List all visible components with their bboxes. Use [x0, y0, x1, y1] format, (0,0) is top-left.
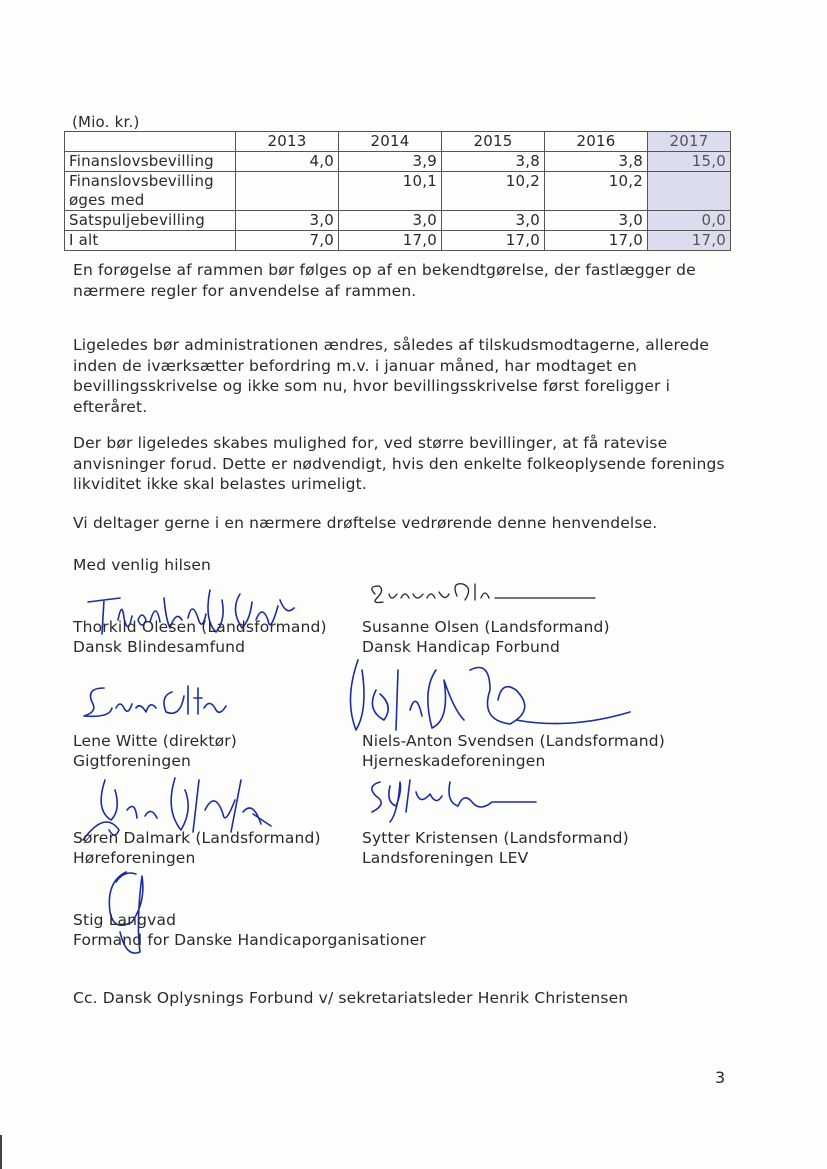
year-header: 2013 [236, 132, 339, 152]
row-label: Finanslovsbevilling [65, 152, 236, 172]
signatory-name: Susanne Olsen (Landsformand) [362, 618, 610, 636]
table-cell: 3,0 [442, 211, 545, 231]
table-cell: 7,0 [236, 231, 339, 251]
table-row [65, 152, 731, 172]
table-cell: 0,0 [648, 211, 731, 231]
year-header: 2017 [648, 132, 731, 152]
signatory-org: Dansk Blindesamfund [73, 638, 246, 656]
budget-table [64, 131, 731, 251]
signatory-org: Dansk Handicap Forbund [362, 638, 560, 656]
signature-sytter-kristensen [360, 772, 540, 827]
signatory-name: Stig Langvad [73, 911, 177, 929]
table-cell [236, 172, 339, 211]
row-label: I alt [65, 231, 236, 251]
row-label: Satspuljebevilling [65, 211, 236, 231]
table-cell: 3,9 [339, 152, 442, 172]
table-cell: 4,0 [236, 152, 339, 172]
corner-cell [65, 132, 236, 152]
table-row [65, 172, 731, 211]
signatory-name: Lene Witte (direktør) [73, 732, 237, 750]
signatory-org: Høreforeningen [73, 849, 196, 867]
signatory-org: Landsforeningen LEV [362, 849, 529, 867]
signatory-org: Formand for Danske Handicaporganisationer [73, 931, 426, 949]
table-row [65, 231, 731, 251]
row-label: Finanslovsbevilling øges med [65, 172, 236, 211]
scan-edge-mark [0, 1135, 2, 1169]
table-cell: 10,2 [545, 172, 648, 211]
signatory-name: Søren Dalmark (Landsformand) [73, 829, 321, 847]
closing: Med venlig hilsen [73, 556, 212, 574]
table-cell: 10,2 [442, 172, 545, 211]
year-header: 2015 [442, 132, 545, 152]
year-header: 2014 [339, 132, 442, 152]
signatory-name: Sytter Kristensen (Landsformand) [362, 829, 629, 847]
paragraph: Der bør ligeledes skabes mulighed for, ved større bevillinger, at få ratevise anvisninger forud. Dette er nødvendigt, hvis den enkelte folkeoplysende forenings likviditet ikke skal belastes urimeligt. [73, 434, 725, 493]
signatory-org: Gigtforeningen [73, 752, 191, 770]
signatory-org: Hjerneskadeforeningen [362, 752, 546, 770]
table-cell: 17,0 [545, 231, 648, 251]
unit-label: (Mio. kr.) [72, 113, 140, 131]
table-cell: 17,0 [648, 231, 731, 251]
table-cell: 3,0 [236, 211, 339, 231]
table-cell: 3,0 [339, 211, 442, 231]
table-cell: 3,8 [442, 152, 545, 172]
table-cell: 17,0 [339, 231, 442, 251]
table-cell: 3,0 [545, 211, 648, 231]
year-header: 2016 [545, 132, 648, 152]
paragraph: Ligeledes bør administrationen ændres, således af tilskudsmodtagerne, allerede inden de iværksætter befordring m.v. i januar måned, har modtaget en bevillingsskrivelse og ikke som nu, hvor bevillingsskrivelse først foreligger i efteråret. [73, 336, 710, 416]
signatory-name: Niels-Anton Svendsen (Landsformand) [362, 732, 665, 750]
table-cell [648, 172, 731, 211]
table-header-row [65, 132, 731, 152]
cc-line: Cc. Dansk Oplysnings Forbund v/ sekretariatsleder Henrik Christensen [73, 989, 629, 1007]
signature-lene-witte [80, 678, 240, 728]
signature-susanne-olsen [365, 580, 605, 610]
table-cell: 15,0 [648, 152, 731, 172]
paragraph: En forøgelse af rammen bør følges op af en bekendtgørelse, der fastlægger de nærmere regler for anvendelse af rammen. [73, 261, 696, 300]
page-number: 3 [715, 1068, 726, 1087]
table-cell: 17,0 [442, 231, 545, 251]
table-cell: 10,1 [339, 172, 442, 211]
paragraph: Vi deltager gerne i en nærmere drøftelse vedrørende denne henvendelse. [73, 514, 658, 532]
signatory-name: Thorkild Olesen (Landsformand) [73, 618, 327, 636]
table-row [65, 211, 731, 231]
table-cell: 3,8 [545, 152, 648, 172]
